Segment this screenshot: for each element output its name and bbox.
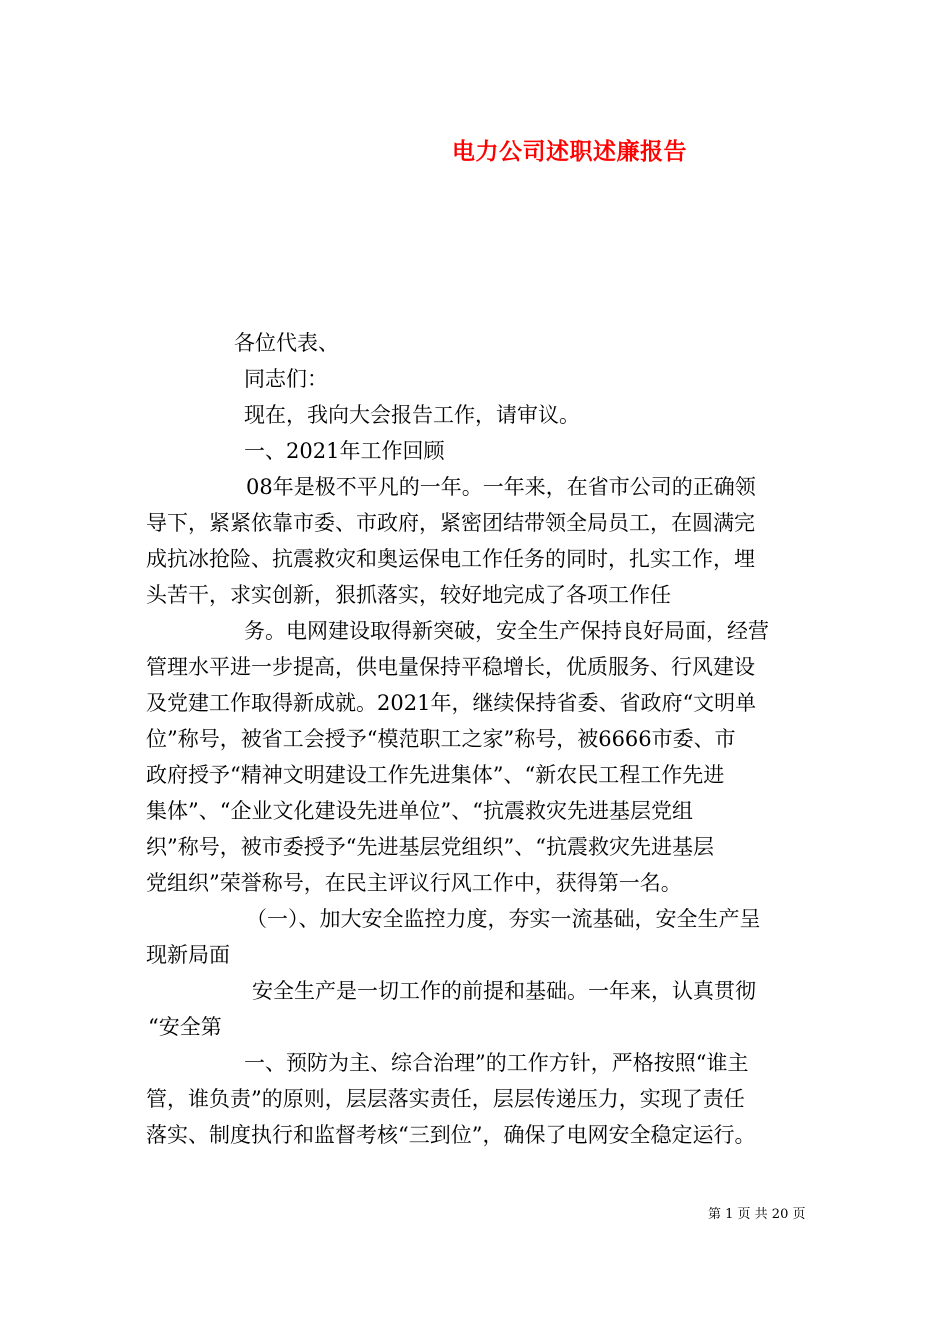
subsection-heading: 现新局面: [146, 943, 230, 967]
paragraph-line: 落实、制度执行和监督考核“三到位”，确保了电网安全稳定运行。: [146, 1123, 756, 1147]
paragraph-line: 管，谁负责”的原则，层层落实责任，层层传递压力，实现了责任: [146, 1087, 745, 1111]
paragraph-line: 集体”、“企业文化建设先进单位”、“抗震救灾先进基层党组: [146, 799, 693, 823]
subsection-heading: （一）、加大安全监控力度，夯实一流基础，安全生产呈: [246, 907, 761, 931]
paragraph-line: 现在，我向大会报告工作，请审议。: [244, 403, 580, 427]
section-heading: 一、2021年工作回顾: [244, 439, 445, 463]
paragraph-line: 安全生产是一切工作的前提和基础。一年来，认真贯彻: [252, 979, 756, 1003]
page-number: 第 1 页 共 20 页: [708, 1207, 806, 1222]
document-body: [146, 325, 816, 1153]
paragraph-line: 头苦干，求实创新，狠抓落实，较好地完成了各项工作任: [146, 583, 671, 607]
paragraph-line: 织”称号，被市委授予“先进基层党组织”、“抗震救灾先进基层: [146, 835, 714, 859]
paragraph-line: 成抗冰抢险、抗震救灾和奥运保电工作任务的同时，扎实工作，埋: [146, 547, 755, 571]
paragraph-line: 08年是极不平凡的一年。一年来，在省市公司的正确领: [246, 475, 756, 499]
salutation-line: 各位代表、: [234, 331, 339, 355]
paragraph-line: “安全第: [148, 1015, 222, 1039]
paragraph-line: 及党建工作取得新成就。2021年，继续保持省委、省政府“文明单: [146, 691, 757, 715]
paragraph-line: 导下，紧紧依靠市委、市政府，紧密团结带领全局员工，在圆满完: [146, 511, 755, 535]
paragraph-line: 管理水平进一步提高，供电量保持平稳增长，优质服务、行风建设: [146, 655, 755, 679]
paragraph-line: 党组织”荣誉称号，在民主评议行风工作中，获得第一名。: [146, 871, 682, 895]
salutation-line: 同志们：: [244, 367, 328, 391]
paragraph-line: 一、预防为主、综合治理”的工作方针，严格按照“谁主: [244, 1051, 749, 1075]
document-title: 电力公司述职述廉报告: [452, 138, 687, 165]
paragraph-line: 政府授予“精神文明建设工作先进集体”、“新农民工程工作先进: [146, 763, 725, 787]
paragraph-line: 务。电网建设取得新突破，安全生产保持良好局面，经营: [244, 619, 769, 643]
paragraph-line: 位”称号，被省工会授予“模范职工之家”称号，被6666市委、市: [146, 727, 736, 751]
